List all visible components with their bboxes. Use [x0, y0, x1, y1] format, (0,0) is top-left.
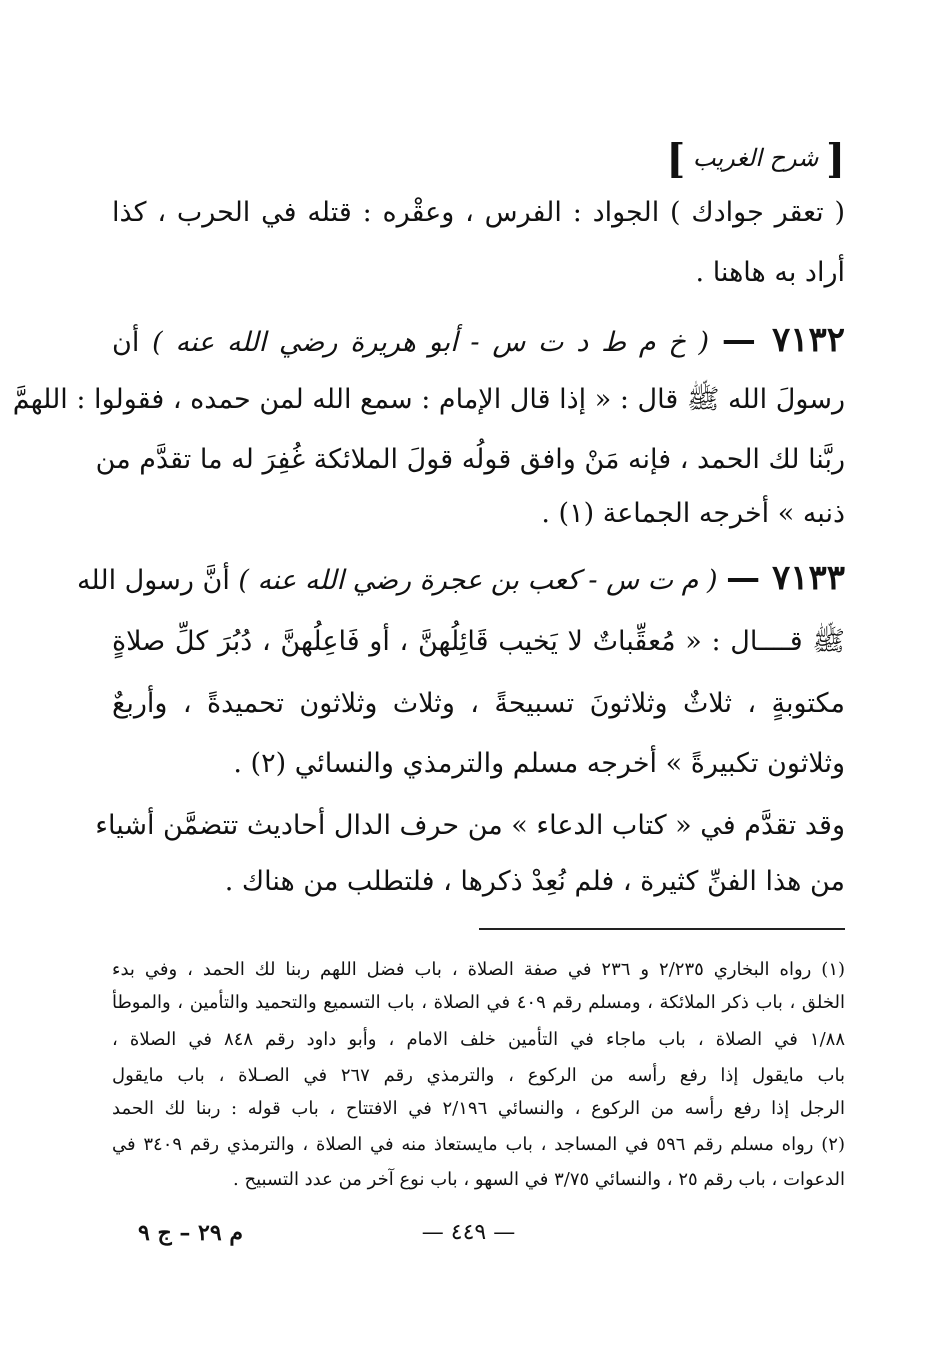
hadith-number: ٧١٣٢ —: [721, 320, 845, 360]
footnote-line: الدعوات ، باب رقم ٢٥ ، والنسائي ٣/٧٥ في السهو ، باب نوع آخر من عدد التسبيح .: [233, 1169, 845, 1190]
hadith-line-end: أن: [112, 327, 140, 358]
hadith-text-line: رسولَ الله ﷺ قال : « إذا قال الإمام : سمع الله لمن حمده ، فقولوا : اللهمَّ: [12, 384, 845, 415]
body-line: أراد به هاهنا .: [695, 257, 845, 288]
hadith-text-line: ربَّنا لك الحمد ، فإنه مَنْ وافق قولُه قولَ الملائكة غُفِرَ له ما تقدَّم من: [95, 444, 845, 475]
footnote-line: باب مايقول إذا رفع رأسه من الركوع ، والترمذي رقم ٢٦٧ في الصـلاة ، باب مايقول: [112, 1065, 845, 1086]
hadith-text-line: ﷺ قــــال : « مُعقِّباتٌ لا يَخيب قَائِلُهنَّ ، أو فَاعِلُهنَّ ، دُبُرَ كلِّ صلاةٍ: [112, 626, 845, 657]
hadith-line-end: أنَّ رسول الله: [76, 565, 230, 596]
page-number: — ٤٤٩ —: [421, 1220, 516, 1245]
hadith-text-line: مكتوبةٍ ، ثلاثٌ وثلاثونَ تسبيحةً ، وثلاث وثلاثون تحميدةً ، وأربعٌ: [112, 688, 845, 719]
footnote-line: ١/٨٨ في الصلاة ، باب ماجاء في التأمين خلف الامام ، وأبو داود رقم ٨٤٨ في الصلاة ،: [112, 1029, 845, 1050]
hadith-narrator: ( م ت س - كعب بن عجرة رضي الله عنه ): [238, 565, 718, 596]
hadith-heading: [76, 550, 845, 606]
hadith-text-line: ذنبه » أخرجه الجماعة (١) .: [541, 498, 845, 529]
footnote-line: (١) رواه البخاري ٢/٢٣٥ و ٢٣٦ في صفة الصلاة ، باب فضل اللهم ربنا لك الحمد ، وفي بدء: [112, 959, 846, 980]
closing-line: وقد تقدَّم في « كتاب الدعاء » من حرف الدال أحاديث تتضمَّن أشياء: [95, 810, 845, 841]
footnote-line: الرجل إذا رفع رأسه من الركوع ، والنسائي ٢/١٩٦ في الافتتاح ، باب قوله : ربنا لك الحمد: [112, 1098, 845, 1119]
footnote-line: الخلق ، باب ذكر الملائكة ، ومسلم رقم ٤٠٩ في الصلاة ، باب التسميع والتحميد والتأمين ، والموطأ: [112, 992, 845, 1013]
open-bracket: [: [826, 135, 845, 183]
section-title: شرح الغريب: [692, 144, 819, 172]
section-header: [666, 135, 845, 183]
hadith-heading: [112, 312, 845, 368]
closing-line: من هذا الفنِّ كثيرة ، فلم نُعِدْ ذكرها ، فلتطلب من هناك .: [224, 866, 845, 897]
hadith-text-line: وثلاثون تكبيرةً » أخرجه مسلم والترمذي والنسائي (٢) .: [233, 748, 845, 779]
printer-signature: م ٢٩ – ج ٩: [138, 1220, 243, 1246]
close-bracket: ]: [666, 135, 686, 183]
footnote-divider: [479, 928, 845, 930]
hadith-number: ٧١٣٣ —: [726, 558, 845, 598]
hadith-narrator: ( خ م ط د ت س - أبو هريرة رضي الله عنه ): [152, 327, 710, 358]
footnote-line: (٢) رواه مسلم رقم ٥٩٦ في المساجد ، باب مايستعاذ منه في الصلاة ، والترمذي رقم ٣٤٠٩ في: [112, 1134, 845, 1155]
body-line: ( تعقر جوادك ) الجواد : الفرس ، وعقْره : قتله في الحرب ، كذا: [112, 197, 845, 228]
